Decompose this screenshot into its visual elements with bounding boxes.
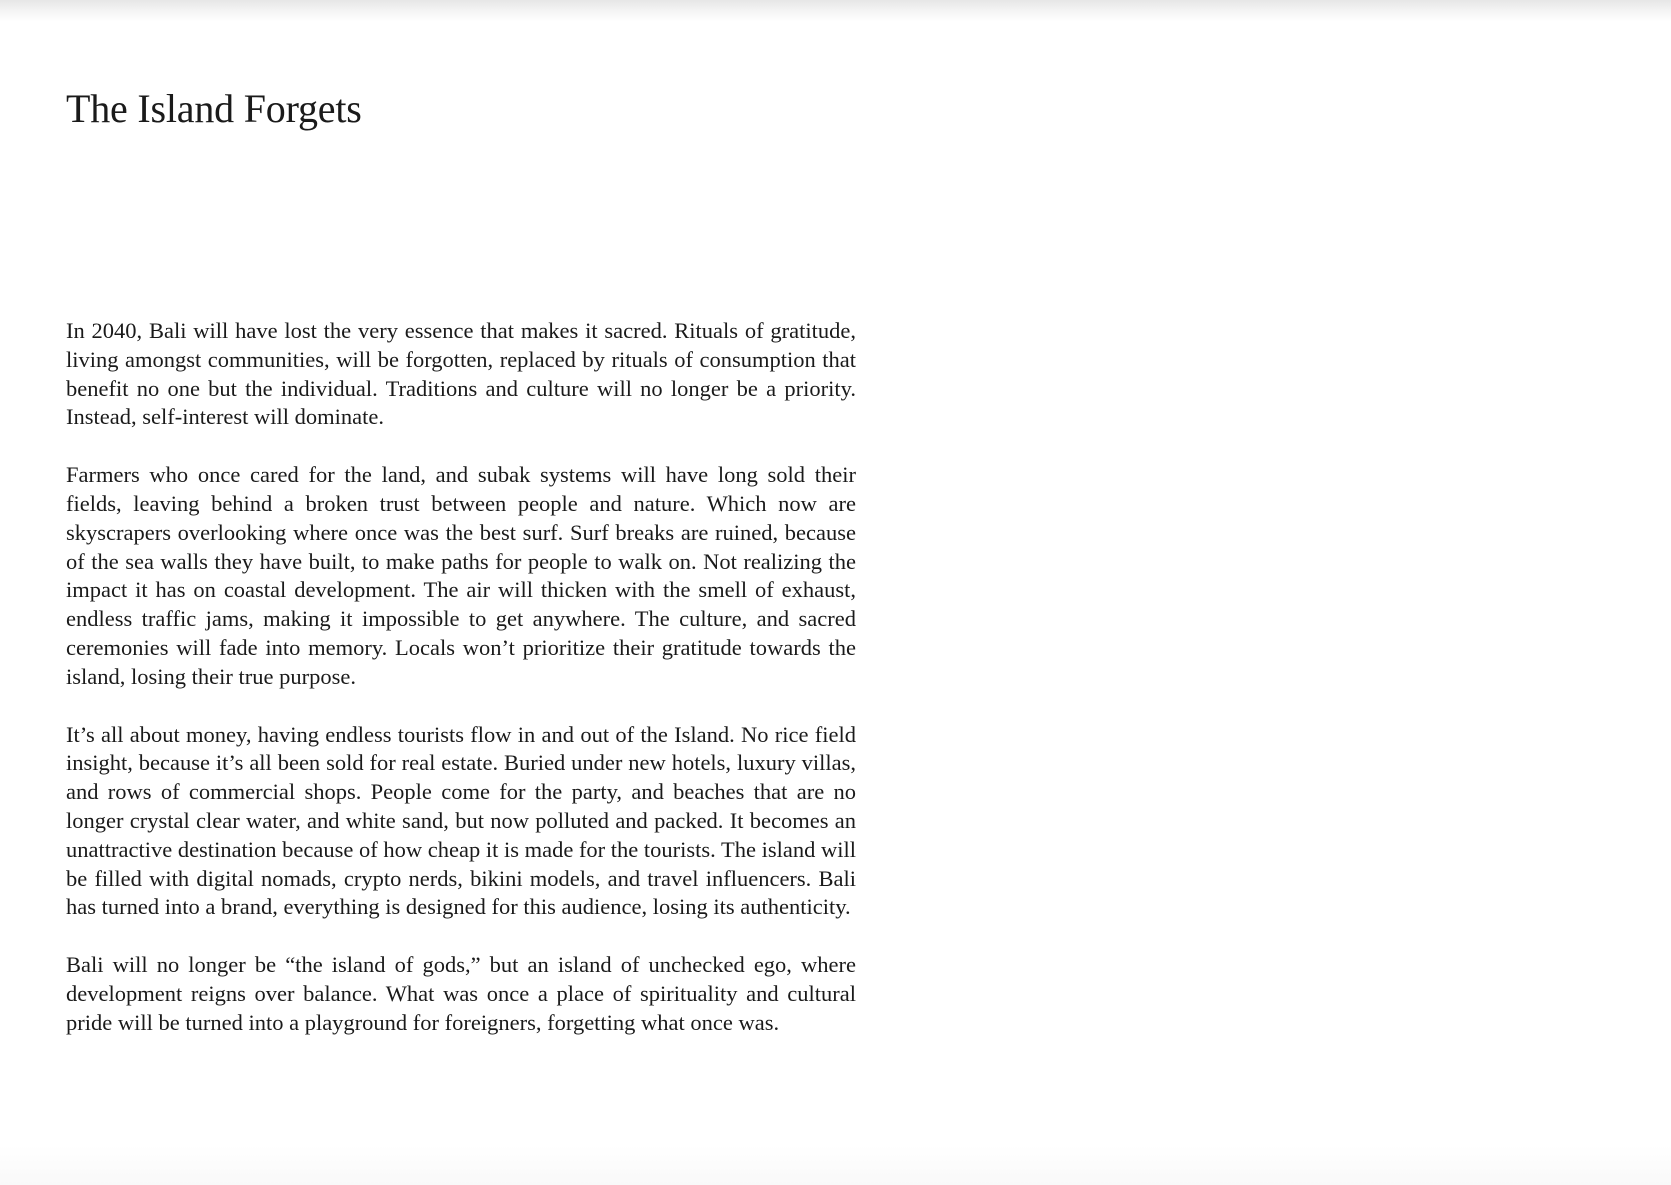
bottom-edge-shadow (0, 1145, 1671, 1185)
paragraph-4: Bali will no longer be “the island of gods,” but an island of unchecked ego, where development reigns over balance. What was once a place of spirituality and cultural pride will be turned into a playground for foreigners, forgetting what once was. (66, 952, 856, 1035)
paragraph-1: In 2040, Bali will have lost the very essence that makes it sacred. Rituals of gratitude, living amongst communities, will be forgotten, replaced by rituals of consumption that benefit no one but the individual. Traditions and culture will no longer be a priority. Instead, self-interest will dominate. (66, 318, 856, 430)
paragraph-3: It’s all about money, having endless tourists flow in and out of the Island. No rice field insight, because it’s all been sold for real estate. Buried under new hotels, luxury villas, and rows of commercial shops. People come for the party, and beaches that are no longer crystal clear water, and white sand, but now polluted and packed. It becomes an unattractive destination because of how cheap it is made for the tourists. The island will be filled with digital nomads, crypto nerds, bikini models, and travel influencers. Bali has turned into a brand, everything is designed for this audience, losing its authenticity. (66, 721, 856, 920)
document-body (66, 317, 856, 1067)
top-edge-shadow (0, 0, 1671, 22)
page-title: The Island Forgets (66, 86, 362, 131)
document-page (66, 82, 856, 1035)
paragraph-2: Farmers who once cared for the land, and subak systems will have long sold their fields, leaving behind a broken trust between people and nature. Which now are skyscrapers overlooking where once was the best surf. Surf breaks are ruined, because of the sea walls they have built, to make paths for people to walk on. Not realizing the impact it has on coastal development. The air will thicken with the smell of exhaust, endless traffic jams, making it impossible to get anywhere. The culture, and sacred ceremonies will fade into memory. Locals won’t prioritize their gratitude towards the island, losing their true purpose. (66, 462, 856, 689)
